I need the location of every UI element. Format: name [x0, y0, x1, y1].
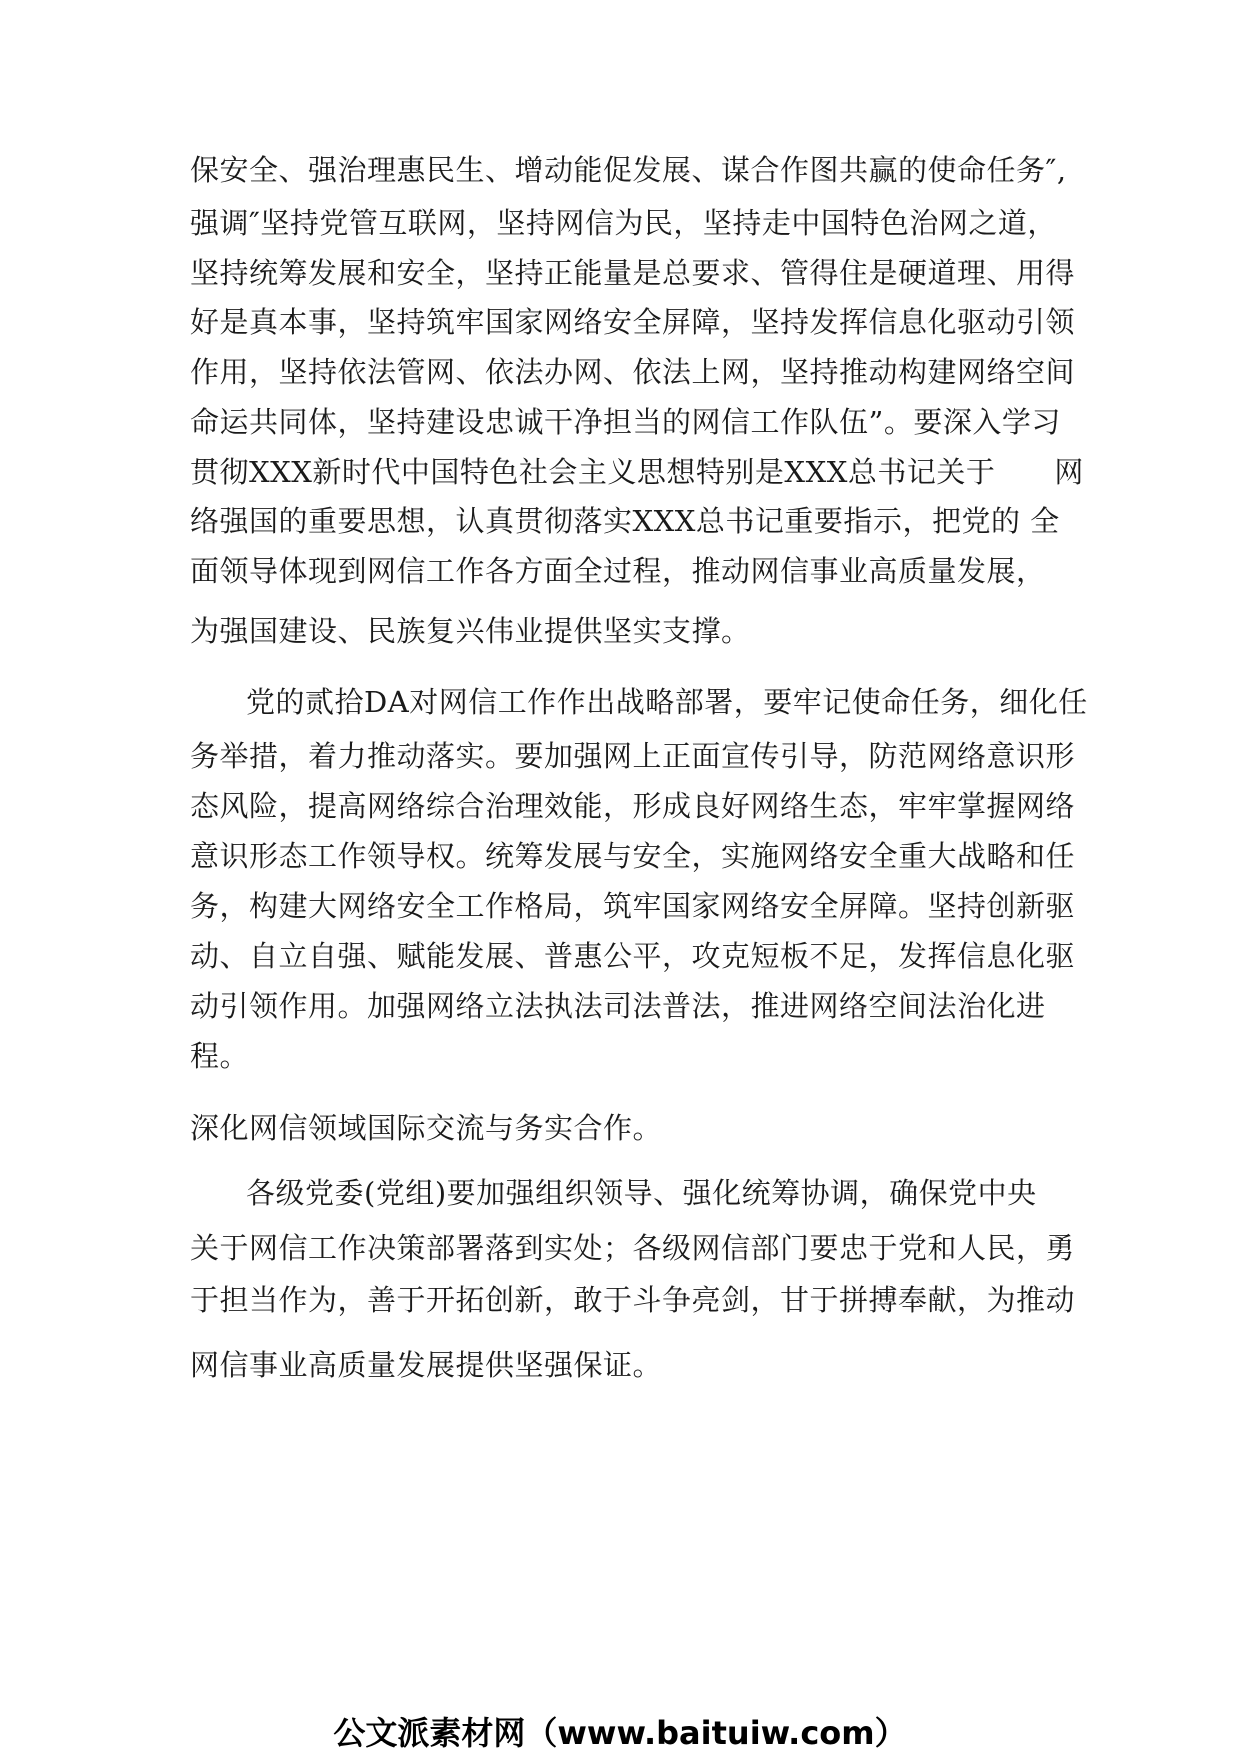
text-line: 态风险，提高网络综合治理效能，形成良好网络生态，牢牢掌握网络	[190, 789, 1076, 823]
footer-site-credit: 公文派素材网（www.baituiw.com）	[333, 1714, 907, 1752]
text-line: 坚持统筹发展和安全，坚持正能量是总要求、管得住是硬道理、用得	[190, 256, 1076, 290]
text-line: 网信事业高质量发展提供坚强保证。	[190, 1348, 663, 1382]
text-line: 为强国建设、民族复兴伟业提供坚实支撑。	[190, 614, 751, 648]
text-line: 关于网信工作决策部署落到实处；各级网信部门要忠于党和人民，勇	[190, 1231, 1076, 1265]
text-line: 络强国的重要思想，认真贯彻落实XXX总书记重要指示，把党的 全	[190, 504, 1060, 538]
text-line: 动、自立自强、赋能发展、普惠公平，攻克短板不足，发挥信息化驱	[190, 939, 1076, 973]
text-line: 务举措，着力推动落实。要加强网上正面宣传引导，防范网络意识形	[190, 739, 1076, 773]
text-line: 强调″坚持党管互联网，坚持网信为民，坚持走中国特色治网之道，	[190, 206, 1057, 240]
text-line: 意识形态工作领导权。统筹发展与安全，实施网络安全重大战略和任	[190, 839, 1076, 873]
text-line: 于担当作为，善于开拓创新，敢于斗争亮剑，甘于拼搏奉献，为推动	[190, 1283, 1076, 1317]
text-line: 程。	[190, 1039, 250, 1073]
text-line: 务，构建大网络安全工作格局，筑牢国家网络安全屏障。坚持创新驱	[190, 889, 1076, 923]
text-line: 各级党委(党组)要加强组织领导、强化统筹协调，确保党中央	[246, 1176, 1037, 1210]
text-line: 深化网信领域国际交流与务实合作。	[190, 1111, 663, 1145]
text-line: 党的贰拾DA对网信工作作出战略部署，要牢记使命任务，细化任	[246, 685, 1088, 719]
text-line: 贯彻XXX新时代中国特色社会主义思想特别是XXX总书记关于 网	[190, 455, 1084, 489]
text-line: 命运共同体，坚持建设忠诚干净担当的网信工作队伍”。要深入学习	[190, 405, 1061, 439]
text-line: 动引领作用。加强网络立法执法司法普法，推进网络空间法治化进	[190, 989, 1046, 1023]
text-line: 好是真本事，坚持筑牢国家网络安全屏障，坚持发挥信息化驱动引领	[190, 305, 1076, 339]
text-line: 面领导体现到网信工作各方面全过程，推动网信事业高质量发展，	[190, 554, 1046, 588]
text-line: 保安全、强治理惠民生、增动能促发展、谋合作图共赢的使命任务″,	[190, 153, 1067, 187]
text-line: 作用，坚持依法管网、依法办网、依法上网，坚持推动构建网络空间	[190, 355, 1076, 389]
